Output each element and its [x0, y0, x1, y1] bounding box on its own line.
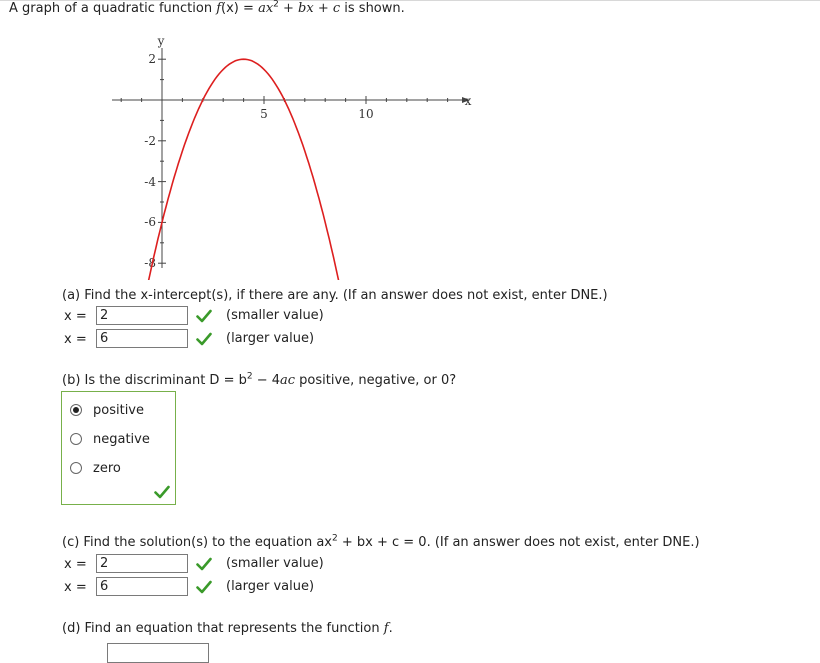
radio-positive-selected[interactable]	[70, 404, 82, 416]
x-equals-label: x =	[64, 332, 87, 347]
prompt-fx: f	[216, 1, 222, 16]
part-b-q-exponent: 2	[246, 371, 253, 382]
part-c-note-smaller: (smaller value)	[226, 556, 324, 571]
prompt-prefix: A graph of a quadratic function	[9, 1, 217, 16]
part-b-question	[62, 373, 456, 388]
part-a-answer-smaller[interactable]: 2	[96, 306, 188, 325]
correct-check-icon	[196, 580, 212, 594]
part-a-note-smaller: (smaller value)	[226, 308, 324, 323]
correct-check-icon	[196, 332, 212, 346]
y-tick-label-neg8: -8	[144, 256, 156, 270]
part-c-answer-larger[interactable]: 6	[96, 577, 188, 596]
part-c-answer-smaller[interactable]: 2	[96, 554, 188, 573]
part-a-question: (a) Find the x-intercept(s), if there are any. (If an answer does not exist, enter DNE.)	[62, 288, 608, 303]
y-tick-label-2: 2	[148, 52, 156, 66]
prompt-rest: + bx + c	[278, 1, 341, 16]
x-equals-label: x =	[64, 557, 87, 572]
part-a-answer-larger[interactable]: 6	[96, 329, 188, 348]
part-a-note-larger: (larger value)	[226, 331, 315, 346]
radio-zero[interactable]	[70, 462, 82, 474]
part-b-q-suffix: positive, negative, or 0?	[295, 373, 457, 388]
prompt-exponent: 2	[273, 0, 279, 10]
part-c-q-exponent: 2	[332, 533, 338, 544]
discriminant-choice-group	[61, 391, 176, 505]
x-axis-label: x	[464, 94, 472, 108]
y-tick-label-neg4: -4	[144, 175, 156, 189]
part-d-answer-input[interactable]	[107, 643, 209, 663]
part-c-q-prefix: (c) Find the solution(s) to the equation ax	[62, 535, 332, 550]
part-b-q-ac: ac	[280, 373, 296, 388]
x-tick-label-5: 5	[260, 107, 268, 121]
correct-check-icon	[154, 485, 170, 499]
radio-negative[interactable]	[70, 433, 82, 445]
choice-positive-label: positive	[93, 403, 144, 418]
y-tick-label-neg6: -6	[144, 215, 156, 229]
part-d-q-suffix: .	[388, 621, 393, 636]
prompt-x-arg: (x)	[221, 1, 239, 16]
prompt-eq: =	[238, 1, 259, 16]
x-equals-label: x =	[64, 580, 87, 595]
part-b-q-mid: − 4	[252, 373, 281, 388]
correct-check-icon	[196, 309, 212, 323]
correct-check-icon	[196, 557, 212, 571]
choice-negative-label: negative	[93, 432, 150, 447]
quadratic-graph	[0, 0, 820, 280]
choice-zero-label: zero	[93, 461, 121, 476]
part-d-question	[62, 621, 393, 636]
part-b-q-prefix: (b) Is the discriminant D = b	[62, 373, 247, 388]
x-equals-label: x =	[64, 309, 87, 324]
part-d-q-prefix: (d) Find an equation that represents the function	[62, 621, 384, 636]
part-c-q-suffix: + bx + c = 0. (If an answer does not exist, enter DNE.)	[337, 535, 700, 550]
y-axis-label: y	[157, 34, 165, 48]
parabola-curve	[121, 59, 366, 280]
part-c-note-larger: (larger value)	[226, 579, 315, 594]
prompt-suffix: is shown.	[340, 1, 405, 16]
prompt-ax: ax	[258, 1, 274, 16]
x-tick-label-10: 10	[358, 107, 374, 121]
y-tick-label-neg2: -2	[144, 134, 156, 148]
part-d-q-f: f	[383, 621, 389, 636]
part-c-question	[62, 535, 700, 550]
